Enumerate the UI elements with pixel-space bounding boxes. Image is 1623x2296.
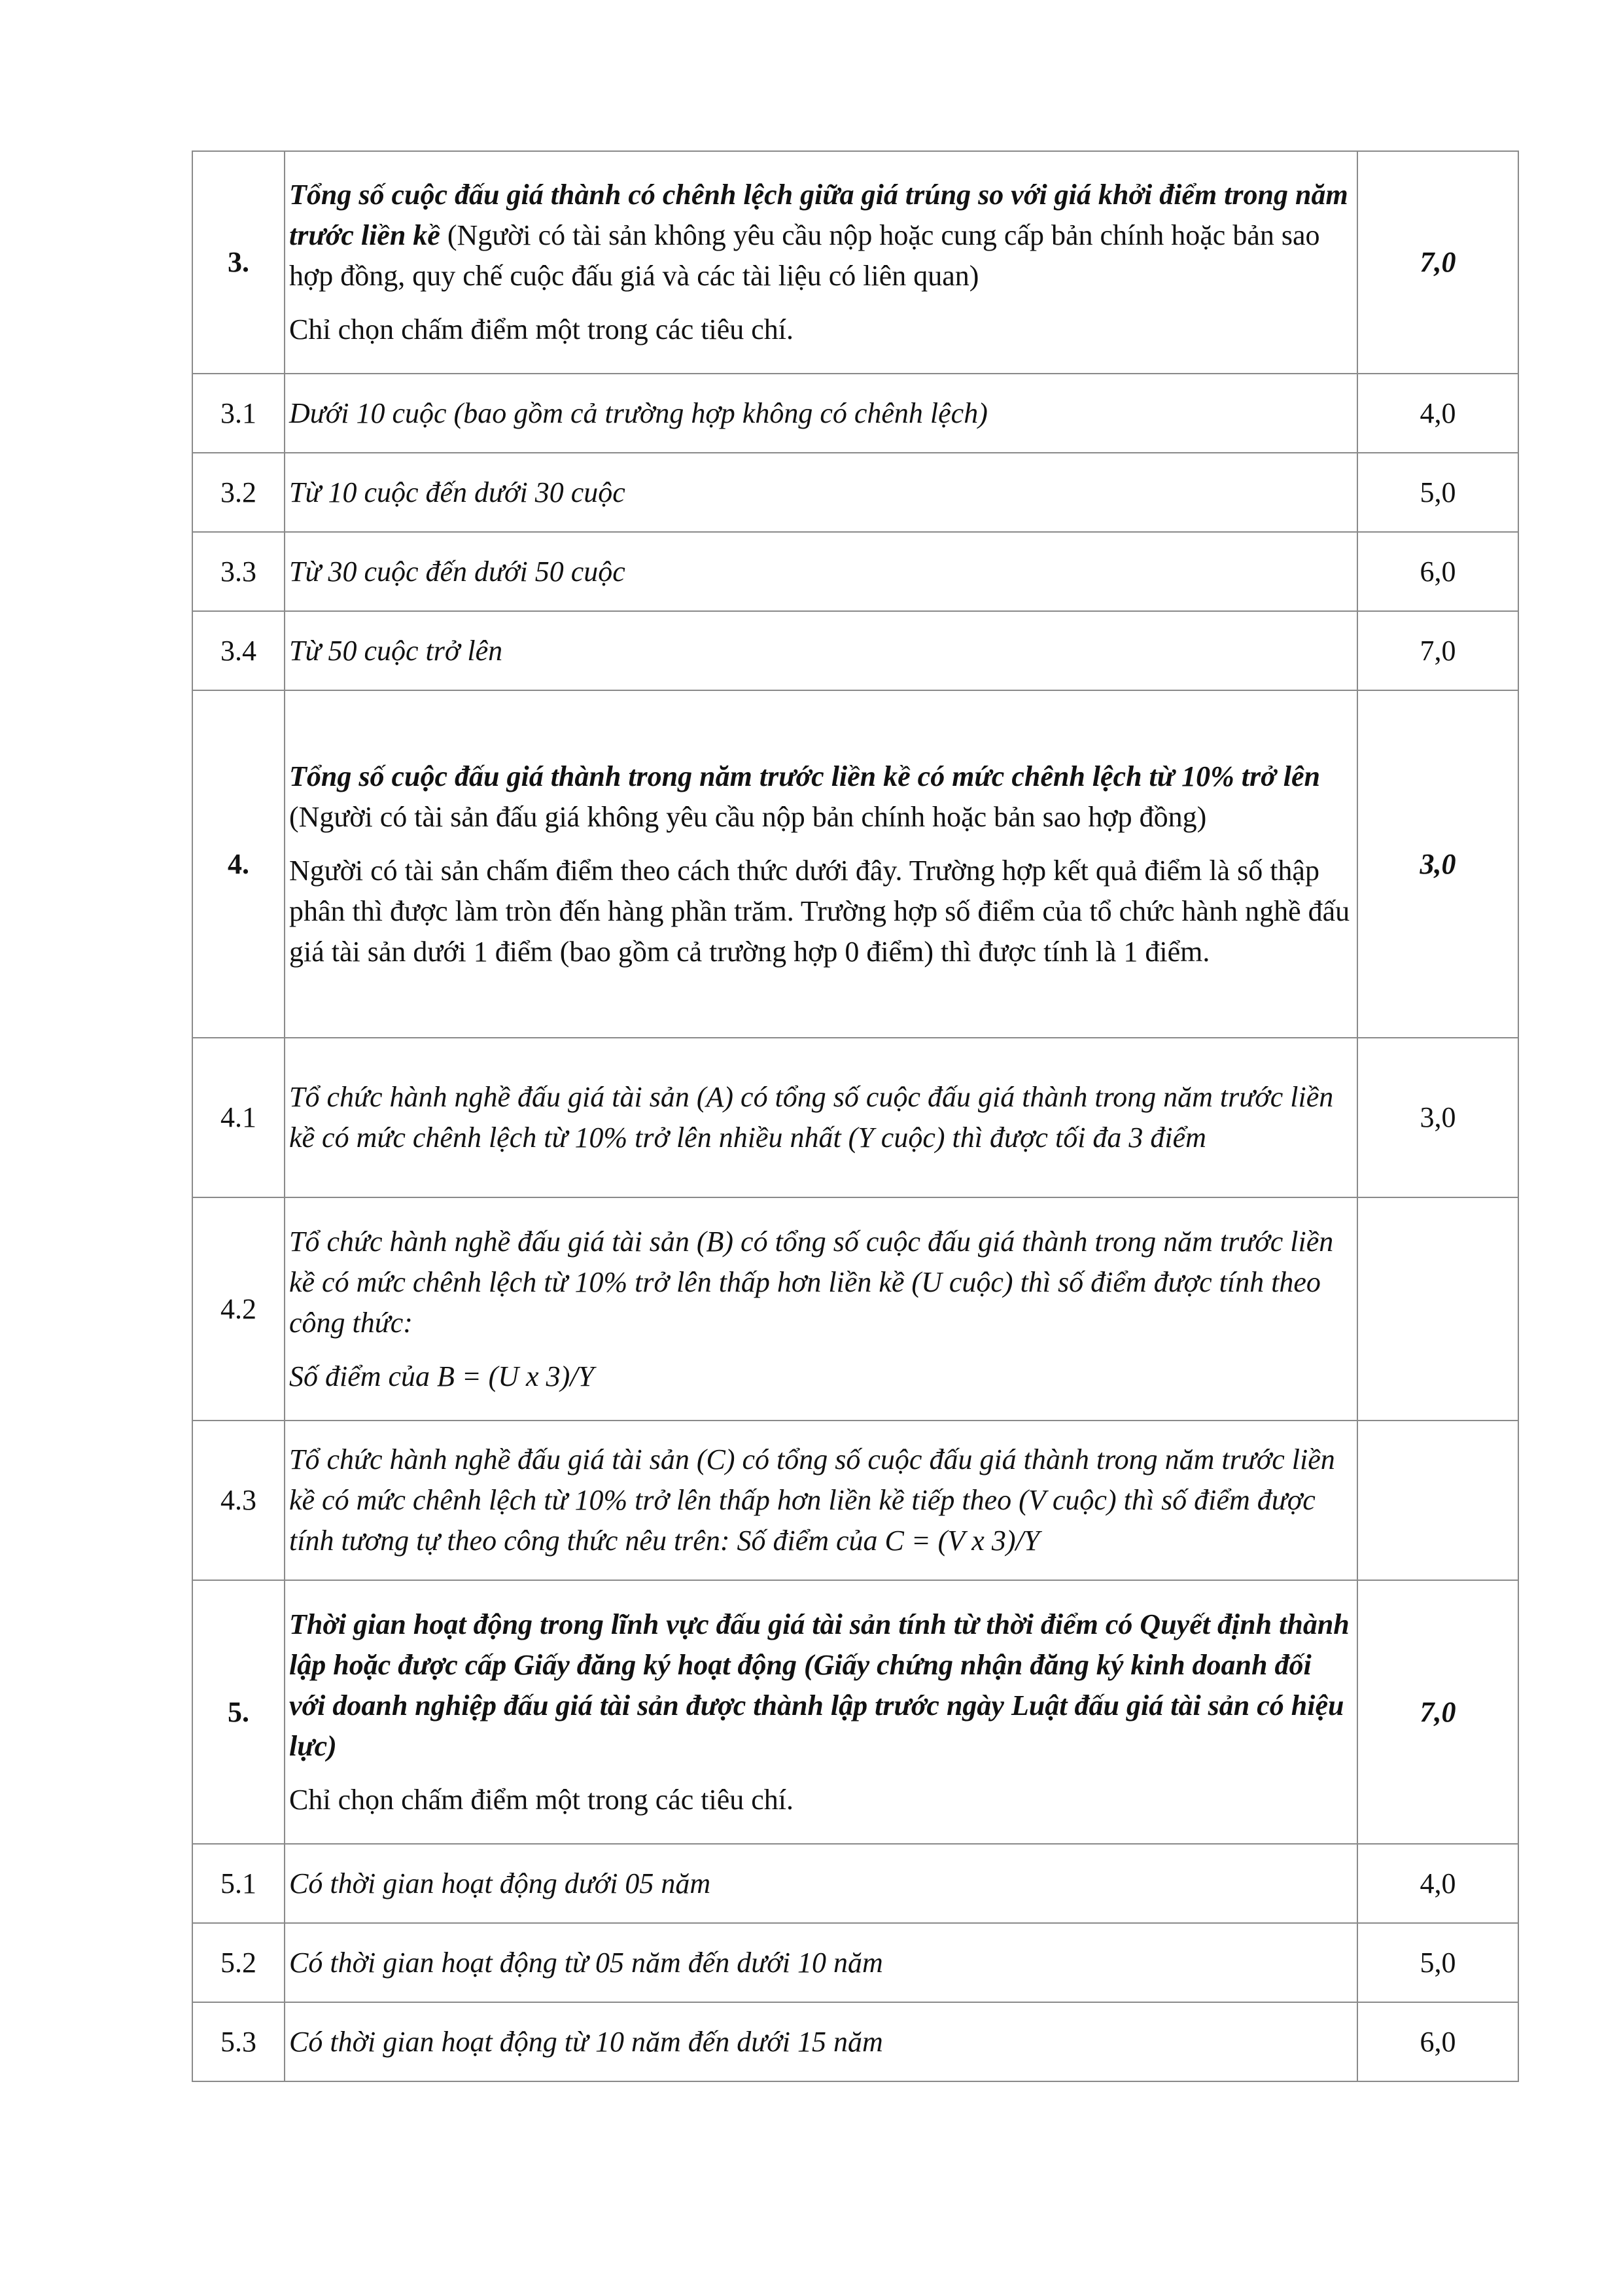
sub-criterion-number: 5.3: [192, 2002, 285, 2081]
table-row: [192, 1197, 1518, 1421]
sub-criterion-number: 3.4: [192, 611, 285, 690]
sub-criterion-description: [285, 1197, 1357, 1421]
table-row: [192, 1923, 1518, 2002]
sub-criterion-points: [1357, 1421, 1518, 1580]
sub-criterion-description: Có thời gian hoạt động từ 10 năm đến dưới 15 năm: [285, 2002, 1357, 2081]
sub-criterion-text: Tổ chức hành nghề đấu giá tài sản (B) có tổng số cuộc đấu giá thành trong năm trước liền kề có mức chênh lệch từ 10% trở lên thấp hơn liền kề (U cuộc) thì số điểm được tính theo công thức:: [289, 1225, 1334, 1339]
criterion-number: 5.: [192, 1580, 285, 1844]
criterion-heading: Tổng số cuộc đấu giá thành có chênh lệch giữa giá trúng so với giá khởi điểm trong năm trước liền kề: [289, 179, 1348, 251]
criterion-instruction: Chỉ chọn chấm điểm một trong các tiêu chí.: [289, 313, 794, 345]
score-formula: Số điểm của B = (U x 3)/Y: [289, 1360, 594, 1392]
criterion-number: 4.: [192, 690, 285, 1038]
sub-criterion-number: 4.1: [192, 1038, 285, 1197]
table-row: [192, 1038, 1518, 1197]
sub-criterion-description: Từ 50 cuộc trở lên: [285, 611, 1357, 690]
sub-criterion-description: Có thời gian hoạt động từ 05 năm đến dưới 10 năm: [285, 1923, 1357, 2002]
table-row: [192, 1844, 1518, 1923]
sub-criterion-description: Có thời gian hoạt động dưới 05 năm: [285, 1844, 1357, 1923]
table-row: [192, 690, 1518, 1038]
table-row: [192, 532, 1518, 611]
sub-criterion-points: 5,0: [1357, 1923, 1518, 2002]
sub-criterion-description: Từ 30 cuộc đến dưới 50 cuộc: [285, 532, 1357, 611]
sub-criterion-number: 5.1: [192, 1844, 285, 1923]
sub-criterion-points: 6,0: [1357, 532, 1518, 611]
sub-criterion-number: 4.2: [192, 1197, 285, 1421]
sub-criterion-number: 3.1: [192, 374, 285, 453]
table-row: [192, 453, 1518, 532]
criterion-description: [285, 151, 1357, 374]
table-row: [192, 2002, 1518, 2081]
sub-criterion-points: 5,0: [1357, 453, 1518, 532]
criterion-points: 7,0: [1357, 151, 1518, 374]
sub-criterion-points: 4,0: [1357, 374, 1518, 453]
criterion-note: (Người có tài sản không yêu cầu nộp hoặc cung cấp bản chính hoặc bản sao hợp đồng, quy chế cuộc đấu giá và các tài liệu có liên quan): [289, 219, 1320, 292]
table-row: [192, 374, 1518, 453]
criterion-description: [285, 690, 1357, 1038]
sub-criterion-number: 3.2: [192, 453, 285, 532]
table-row: [192, 151, 1518, 374]
criterion-description: [285, 1580, 1357, 1844]
sub-criterion-description: Dưới 10 cuộc (bao gồm cả trường hợp không có chênh lệch): [285, 374, 1357, 453]
criterion-instruction: Người có tài sản chấm điểm theo cách thức dưới đây. Trường hợp kết quả điểm là số thập phân thì được làm tròn đến hàng phần trăm. Trường hợp số điểm của tổ chức hành nghề đấu giá tài sản dưới 1 điểm (bao gồm cả trường hợp 0 điểm) thì được tính là 1 điểm.: [289, 854, 1350, 968]
sub-criterion-number: 4.3: [192, 1421, 285, 1580]
criterion-heading: Thời gian hoạt động trong lĩnh vực đấu giá tài sản tính từ thời điểm có Quyết định thành lập hoặc được cấp Giấy đăng ký hoạt động (Giấy chứng nhận đăng ký kinh doanh đối với doanh nghiệp đấu giá tài sản được thành lập trước ngày Luật đấu giá tài sản có hiệu lực): [289, 1608, 1350, 1762]
criterion-heading: Tổng số cuộc đấu giá thành trong năm trước liền kề có mức chênh lệch từ 10% trở lên: [289, 760, 1320, 792]
criterion-points: 7,0: [1357, 1580, 1518, 1844]
sub-criterion-points: 6,0: [1357, 2002, 1518, 2081]
sub-criterion-number: 3.3: [192, 532, 285, 611]
sub-criterion-points: 4,0: [1357, 1844, 1518, 1923]
sub-criterion-description: Từ 10 cuộc đến dưới 30 cuộc: [285, 453, 1357, 532]
sub-criterion-description: Tổ chức hành nghề đấu giá tài sản (A) có tổng số cuộc đấu giá thành trong năm trước liền kề có mức chênh lệch từ 10% trở lên nhiều nhất (Y cuộc) thì được tối đa 3 điểm: [285, 1038, 1357, 1197]
table-row: [192, 1580, 1518, 1844]
criterion-points: 3,0: [1357, 690, 1518, 1038]
criterion-instruction: Chỉ chọn chấm điểm một trong các tiêu chí.: [289, 1783, 794, 1816]
sub-criterion-number: 5.2: [192, 1923, 285, 2002]
criterion-note: (Người có tài sản đấu giá không yêu cầu nộp bản chính hoặc bản sao hợp đồng): [289, 800, 1207, 833]
sub-criterion-points: [1357, 1197, 1518, 1421]
table-row: [192, 1421, 1518, 1580]
sub-criterion-points: 7,0: [1357, 611, 1518, 690]
criteria-table: [192, 150, 1519, 2082]
sub-criterion-description: Tổ chức hành nghề đấu giá tài sản (C) có tổng số cuộc đấu giá thành trong năm trước liền kề có mức chênh lệch từ 10% trở lên thấp hơn liền kề tiếp theo (V cuộc) thì số điểm được tính tương tự theo công thức nêu trên: Số điểm của C = (V x 3)/Y: [285, 1421, 1357, 1580]
sub-criterion-points: 3,0: [1357, 1038, 1518, 1197]
criterion-number: 3.: [192, 151, 285, 374]
table-row: [192, 611, 1518, 690]
